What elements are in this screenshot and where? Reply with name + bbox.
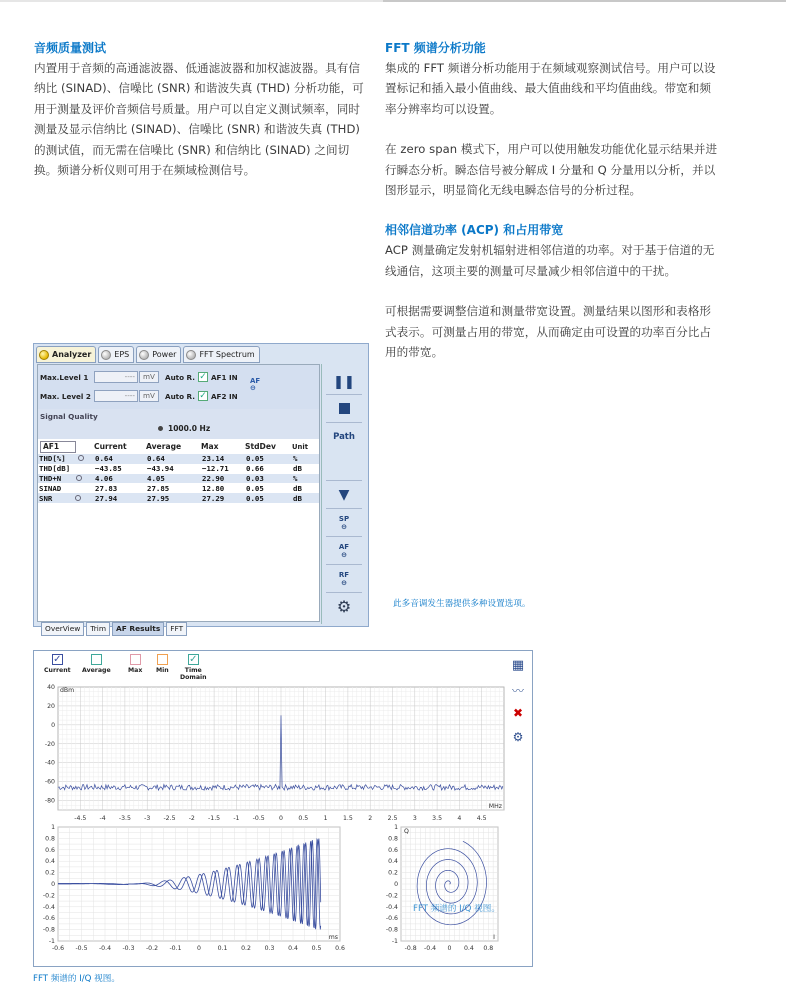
x-tick-label: 1.5 bbox=[342, 815, 353, 822]
figure-caption: 此多音调发生器提供多种设置选项。 bbox=[393, 599, 531, 609]
tab-fft-spectrum[interactable] bbox=[183, 346, 259, 363]
path-button[interactable]: Path bbox=[326, 422, 362, 450]
table-row[interactable]: SNR 27.94 27.95 27.29 0.05 dB bbox=[38, 493, 319, 503]
x-axis-unit: I bbox=[493, 934, 495, 941]
top-rule bbox=[0, 0, 786, 4]
tab-label: FFT Spectrum bbox=[199, 350, 255, 359]
generator-icon: ⊖ bbox=[341, 550, 347, 559]
level-input[interactable]: ---- bbox=[94, 371, 138, 383]
y-tick-label: -0.8 bbox=[42, 926, 55, 934]
tab-label: Analyzer bbox=[52, 350, 92, 359]
analyzer-tabs bbox=[36, 346, 260, 363]
level-label: Max. Level 2 bbox=[40, 391, 91, 401]
y-tick-label: -1 bbox=[391, 938, 398, 945]
section-heading: FFT 频谱分析功能 bbox=[385, 41, 486, 55]
x-tick-label: 1 bbox=[323, 815, 328, 822]
filter-button[interactable] bbox=[326, 480, 362, 508]
level-row-1 bbox=[40, 368, 238, 386]
x-tick-label: 2 bbox=[368, 815, 373, 822]
x-tick-label: 3 bbox=[412, 815, 417, 822]
settings-dot-icon[interactable] bbox=[75, 495, 81, 501]
section-body: 在 zero span 模式下，用户可以使用触发功能优化显示结果并进行瞬态分析。瞬态信号被分解成 I 分量和 Q 分量用以分析，并以图形显示，明显简化无线电瞬态信号的分析过程。 bbox=[385, 142, 718, 198]
y-tick-label: -0.6 bbox=[385, 915, 398, 923]
pause-icon: ❚❚ bbox=[333, 374, 355, 390]
y-tick-label: -0.8 bbox=[385, 926, 398, 934]
led-icon bbox=[101, 350, 111, 360]
column-header: Average bbox=[146, 439, 201, 454]
column-header: StdDev bbox=[245, 439, 292, 454]
tab-fft[interactable]: FFT bbox=[166, 622, 187, 636]
fft-panel bbox=[33, 650, 533, 967]
marker-icon bbox=[158, 426, 163, 431]
tab-label: Power bbox=[152, 350, 177, 359]
legend-time-domain[interactable]: ✓ Time Domain bbox=[180, 654, 207, 681]
x-tick-label: -1.5 bbox=[208, 815, 221, 822]
y-axis-unit: Q bbox=[404, 828, 409, 835]
x-tick-label: -4 bbox=[99, 815, 106, 822]
bottom-tabs bbox=[41, 622, 187, 636]
y-tick-label: -0.2 bbox=[42, 892, 55, 900]
y-tick-label: -0.4 bbox=[42, 903, 55, 911]
gears-icon: ⚙ bbox=[336, 597, 352, 616]
x-tick-label: 4.5 bbox=[476, 815, 487, 822]
settings-dot-icon[interactable] bbox=[78, 455, 84, 461]
stop-button[interactable] bbox=[326, 394, 362, 422]
checkbox-checked-icon: ✓ bbox=[53, 654, 62, 665]
x-tick-label: -0.4 bbox=[424, 945, 437, 952]
y-tick-label: -40 bbox=[44, 759, 55, 767]
section-body: 集成的 FFT 频谱分析功能用于在频域观察测试信号。用户可以设置标记和插入最小值曲线、最大值曲线和平均值曲线。带宽和频率分辨率均可以设置。 bbox=[385, 61, 716, 116]
x-tick-label: -4.5 bbox=[74, 815, 87, 822]
x-tick-label: -0.6 bbox=[51, 945, 65, 952]
input-label: AF1 IN bbox=[210, 372, 238, 382]
section-body: 可根据需要调整信道和测量带宽设置。测量结果以图形和表格形式表示。可测量占用的带宽，从而确定由可设置的功率百分比占用的带宽。 bbox=[385, 304, 712, 360]
fft-section bbox=[385, 38, 720, 362]
x-tick-label: 0.5 bbox=[298, 815, 309, 822]
tab-eps[interactable] bbox=[98, 346, 134, 363]
x-tick-label: 3.5 bbox=[432, 815, 443, 822]
settings-dot-icon[interactable] bbox=[76, 475, 82, 481]
level-row-2 bbox=[40, 387, 238, 405]
auto-range-label: Auto R. bbox=[165, 372, 195, 382]
stop-icon bbox=[339, 403, 350, 414]
x-tick-label: 0.5 bbox=[311, 945, 322, 952]
column-header: Current bbox=[94, 439, 146, 454]
x-tick-label: 4 bbox=[457, 815, 462, 822]
level-label: Max.Level 1 bbox=[40, 372, 89, 382]
y-tick-label: -0.4 bbox=[385, 903, 398, 911]
x-tick-label: -0.8 bbox=[404, 945, 417, 952]
tab-af-results[interactable]: AF Results bbox=[112, 622, 164, 636]
marker-delete-icon: ✖ bbox=[512, 706, 524, 720]
x-tick-label: -2.5 bbox=[163, 815, 176, 822]
y-tick-label: 0.2 bbox=[388, 869, 398, 877]
table-row[interactable]: THD[dB] −43.85 −43.94 −12.71 0.66 dB bbox=[39, 464, 302, 474]
led-icon bbox=[139, 350, 149, 360]
x-tick-label: 0 bbox=[197, 945, 201, 952]
led-icon bbox=[186, 350, 196, 360]
y-tick-label: -1 bbox=[48, 938, 55, 945]
auto-range-checkbox[interactable]: ✓ bbox=[199, 391, 207, 401]
af-button[interactable]: AF ⊖ bbox=[326, 536, 362, 564]
x-tick-label: -0.5 bbox=[75, 945, 88, 952]
sp-button[interactable]: SP ⊖ bbox=[326, 508, 362, 536]
x-tick-label: -3 bbox=[144, 815, 151, 822]
legend-average[interactable]: Average bbox=[82, 654, 111, 674]
x-tick-label: -0.2 bbox=[145, 945, 159, 952]
y-tick-label: 0.6 bbox=[45, 846, 55, 854]
generator-icon: ⊖ bbox=[341, 522, 347, 531]
y-tick-label: -20 bbox=[44, 740, 55, 748]
y-tick-label: 0 bbox=[51, 881, 55, 888]
frequency-readout: 1000.0 Hz bbox=[158, 424, 210, 433]
x-tick-label: 0.4 bbox=[463, 945, 474, 952]
unit-select[interactable]: mV bbox=[139, 371, 159, 383]
y-tick-label: 0 bbox=[394, 881, 398, 888]
generator-icon: ⊖ bbox=[341, 578, 347, 587]
auto-range-checkbox[interactable]: ✓ bbox=[199, 372, 207, 382]
x-axis-unit: MHz bbox=[488, 803, 502, 810]
legend-max[interactable]: Max bbox=[128, 654, 142, 674]
y-tick-label: -0.2 bbox=[385, 892, 398, 900]
section-heading: 相邻信道功率 (ACP) 和占用带宽 bbox=[385, 223, 564, 238]
table-icon: ▦ bbox=[511, 657, 525, 673]
settings-button[interactable] bbox=[326, 592, 362, 620]
legend-min[interactable]: Min bbox=[156, 654, 169, 674]
x-tick-label: 0.8 bbox=[483, 945, 494, 952]
pause-button[interactable] bbox=[326, 368, 362, 396]
level-input[interactable]: ---- bbox=[94, 390, 138, 402]
y-tick-label: -0.6 bbox=[42, 915, 55, 923]
input-label: AF2 IN bbox=[210, 391, 238, 401]
x-axis-unit: ms bbox=[328, 934, 338, 941]
section-body: 内置用于音频的高通滤波器、低通滤波器和加权滤波器。具有信纳比 (SINAD)、信噪比 (SNR) 和谐波失真 (THD) 分析功能，可用于测量及评价音频信号质量。用户可以自定义测试频率，同时测量及显示信纳比 (SINAD)、信噪比 (SNR) 和谐波失真 (THD) 的测试值，而无需在信噪比 (SNR) 和信纳比 (SINAD) 之间切换。频谱分析仪则可用于在频域检测信号。 bbox=[34, 61, 364, 178]
spectrum-chart bbox=[34, 651, 534, 968]
y-tick-label: 0.4 bbox=[388, 858, 398, 866]
tab-analyzer[interactable] bbox=[36, 346, 96, 363]
led-icon bbox=[39, 350, 49, 360]
trace-check-icon: 〰 bbox=[511, 683, 524, 698]
tab-power[interactable] bbox=[136, 346, 181, 363]
y-tick-label: 40 bbox=[47, 684, 55, 691]
audio-quality-section bbox=[34, 38, 369, 180]
y-tick-label: 0.2 bbox=[45, 869, 55, 877]
analyzer-body bbox=[37, 364, 320, 633]
signal-quality-title: Signal Quality bbox=[40, 412, 98, 421]
y-tick-label: 0 bbox=[51, 721, 55, 729]
af-generator-icon: AF ⊖ bbox=[250, 377, 261, 392]
rf-button[interactable]: RF ⊖ bbox=[326, 564, 362, 592]
legend-current[interactable]: ✓ Current bbox=[44, 654, 71, 674]
x-tick-label: -2 bbox=[188, 815, 195, 822]
x-tick-label: 0.3 bbox=[264, 945, 275, 952]
y-tick-label: -60 bbox=[44, 778, 55, 786]
tab-trim[interactable]: Trim bbox=[86, 622, 110, 636]
channel-select[interactable]: AF1 bbox=[40, 441, 76, 453]
results-table bbox=[38, 439, 319, 503]
tab-overview[interactable]: OverView bbox=[41, 622, 84, 636]
x-tick-label: 0.6 bbox=[335, 945, 345, 952]
x-tick-label: -0.5 bbox=[252, 815, 265, 822]
table-row[interactable]: SINAD 27.83 27.85 12.80 0.05 dB bbox=[39, 483, 302, 493]
tab-label: EPS bbox=[114, 350, 130, 359]
auto-range-label: Auto R. bbox=[165, 391, 195, 401]
signal-quality-header bbox=[38, 409, 319, 439]
x-tick-label: 0 bbox=[279, 815, 283, 822]
x-tick-label: -3.5 bbox=[118, 815, 131, 822]
y-axis-unit: dBm bbox=[60, 687, 75, 694]
filter-icon: ▼ bbox=[338, 486, 350, 503]
y-tick-label: 1 bbox=[51, 824, 55, 831]
y-tick-label: -80 bbox=[44, 797, 55, 805]
section-body: ACP 测量确定发射机辐射进相邻信道的功率。对于基于信道的无线通信，这项主要的测量可尽量减少相邻信道中的干扰。 bbox=[385, 243, 715, 278]
x-tick-label: 0 bbox=[447, 945, 452, 952]
y-tick-label: 1 bbox=[394, 824, 398, 831]
y-tick-label: 20 bbox=[47, 702, 55, 710]
analyzer-side-toolbar bbox=[321, 364, 365, 624]
section-heading: 音频质量测试 bbox=[34, 41, 107, 55]
column-header: Unit bbox=[292, 439, 319, 454]
x-tick-label: 0.2 bbox=[241, 945, 251, 952]
x-tick-label: -0.4 bbox=[98, 945, 112, 952]
level-settings bbox=[38, 365, 319, 409]
x-tick-label: -0.1 bbox=[169, 945, 182, 952]
y-tick-label: 0.8 bbox=[45, 835, 55, 843]
table-row[interactable]: THD+N 4.06 4.05 22.90 0.03 % bbox=[38, 474, 319, 484]
gear-icon: ⚙ bbox=[512, 730, 524, 744]
column-header: Max bbox=[201, 439, 245, 454]
x-tick-label: 2.5 bbox=[387, 815, 398, 822]
x-tick-label: -0.3 bbox=[122, 945, 135, 952]
table-row[interactable]: THD[%] 0.64 0.64 23.14 0.05 % bbox=[38, 454, 319, 464]
analyzer-panel bbox=[33, 343, 369, 633]
y-tick-label: 0.4 bbox=[45, 858, 55, 866]
x-tick-label: 0.4 bbox=[288, 945, 298, 952]
x-tick-label: 0.1 bbox=[217, 945, 228, 952]
checkbox-checked-icon: ✓ bbox=[189, 654, 198, 665]
figure-caption: FFT 频谱的 I/Q 视图。 bbox=[413, 904, 500, 914]
y-tick-label: 0.8 bbox=[388, 835, 398, 843]
unit-select[interactable]: mV bbox=[139, 390, 159, 402]
x-tick-label: -1 bbox=[233, 815, 240, 822]
figure-caption: FFT 频谱的 I/Q 视图。 bbox=[33, 974, 120, 984]
y-tick-label: 0.6 bbox=[388, 846, 398, 854]
